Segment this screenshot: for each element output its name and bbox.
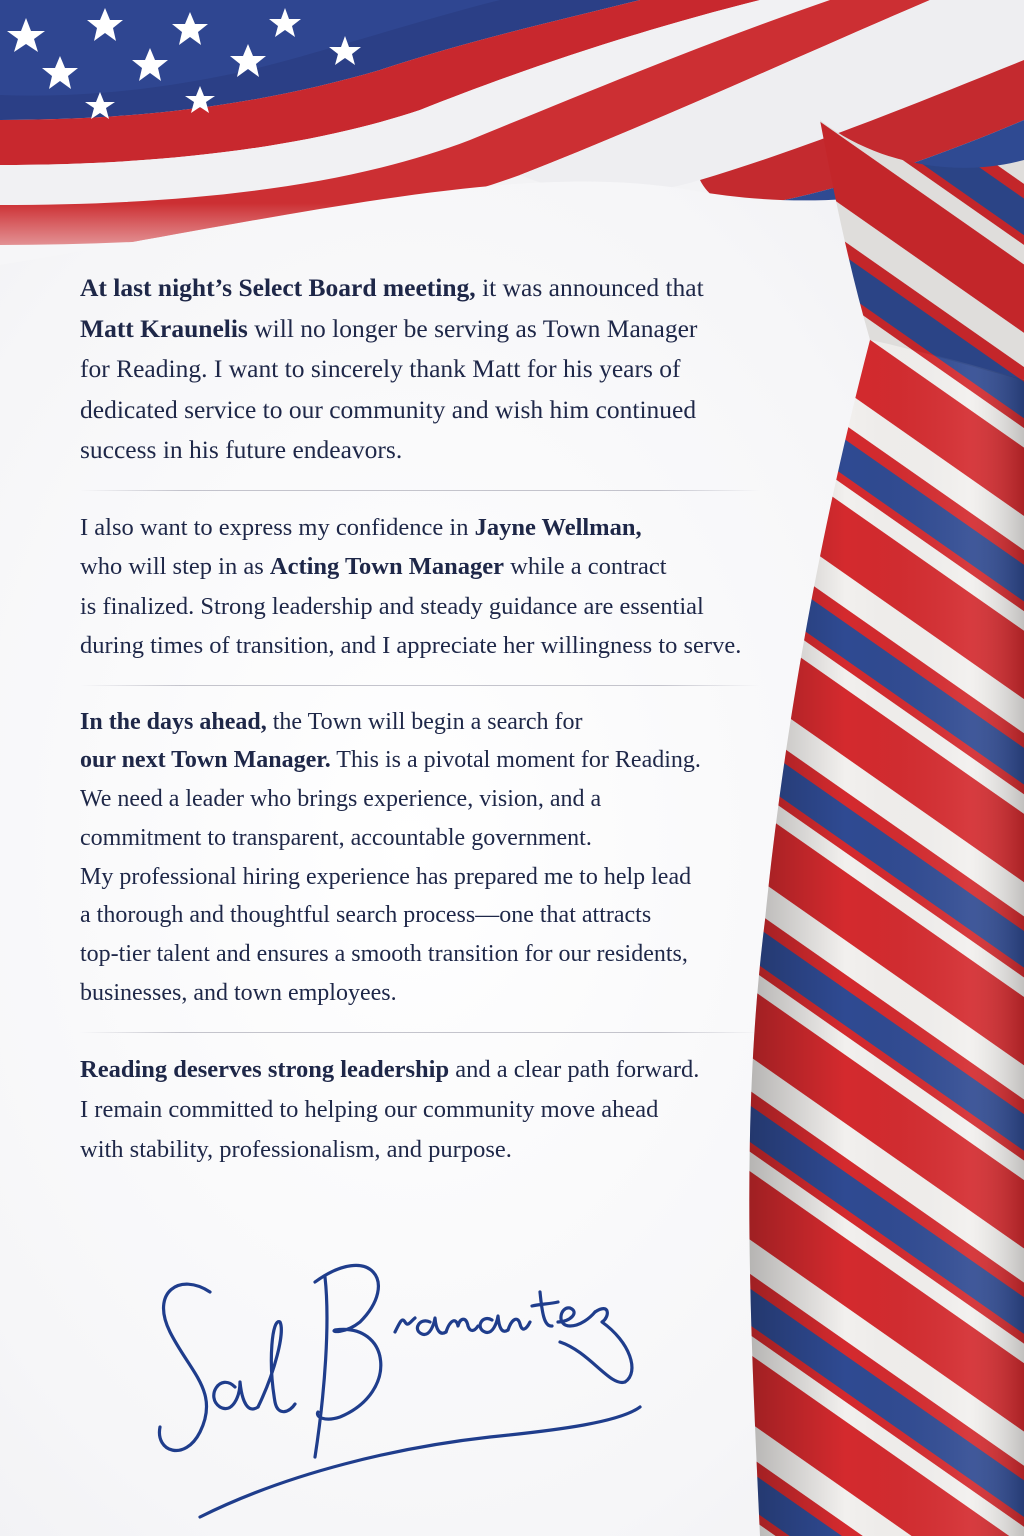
line: [80, 268, 770, 309]
line: commitment to transparent, accountable government.: [80, 824, 592, 851]
line: businesses, and town employees.: [80, 980, 397, 1007]
line: My professional hiring experience has prepared me to help lead: [80, 863, 692, 890]
paragraph-search: [80, 703, 770, 1013]
bold-phrase: In the days ahead,: [80, 708, 267, 735]
paragraph-announcement: [80, 268, 770, 471]
bold-phrase: Reading deserves strong leadership: [80, 1055, 450, 1083]
paragraph-acting-manager: [80, 508, 770, 666]
line: during times of transition, and I appreciate her willingness to serve.: [80, 632, 742, 659]
line: [80, 547, 770, 587]
line: success in his future endeavors.: [80, 435, 403, 464]
text: and a clear path forward.: [449, 1055, 700, 1083]
line: a thorough and thoughtful search process—one that attracts: [80, 902, 652, 929]
divider: [80, 1032, 760, 1033]
line: I remain committed to helping our community move ahead: [80, 1095, 659, 1123]
text: while a contract: [504, 553, 667, 580]
line: [80, 703, 770, 742]
line: We need a leader who brings experience, vision, and a: [80, 786, 602, 813]
bold-name: Jayne Wellman,: [474, 513, 642, 541]
bold-phrase: our next Town Manager.: [80, 747, 331, 774]
divider: [80, 490, 760, 491]
line: with stability, professionalism, and purpose.: [80, 1135, 512, 1163]
bold-name: Matt Kraunelis: [80, 313, 248, 343]
text: will no longer be serving as Town Manager: [247, 313, 698, 343]
text: who will step in as: [80, 553, 270, 580]
letter-body: [80, 268, 770, 1170]
text: the Town will begin a search for: [266, 708, 583, 735]
line: is finalized. Strong leadership and steady guidance are essential: [80, 592, 704, 620]
line: for Reading. I want to sincerely thank Matt for his years of: [80, 354, 681, 383]
text: it was announced that: [475, 273, 704, 302]
paragraph-closing: [80, 1050, 770, 1170]
handwritten-signature: [140, 1222, 660, 1522]
line: dedicated service to our community and wish him continued: [80, 394, 697, 424]
bold-phrase: At last night’s Select Board meeting,: [80, 273, 476, 302]
line: [80, 1050, 770, 1090]
line: [80, 309, 770, 350]
text: I also want to express my confidence in: [80, 513, 475, 541]
line: top-tier talent and ensures a smooth transition for our residents,: [80, 941, 688, 968]
line: [80, 741, 770, 780]
bold-title: Acting Town Manager: [269, 553, 505, 580]
divider: [80, 685, 760, 686]
text: This is a pivotal moment for Reading.: [330, 747, 701, 774]
line: [80, 508, 770, 548]
